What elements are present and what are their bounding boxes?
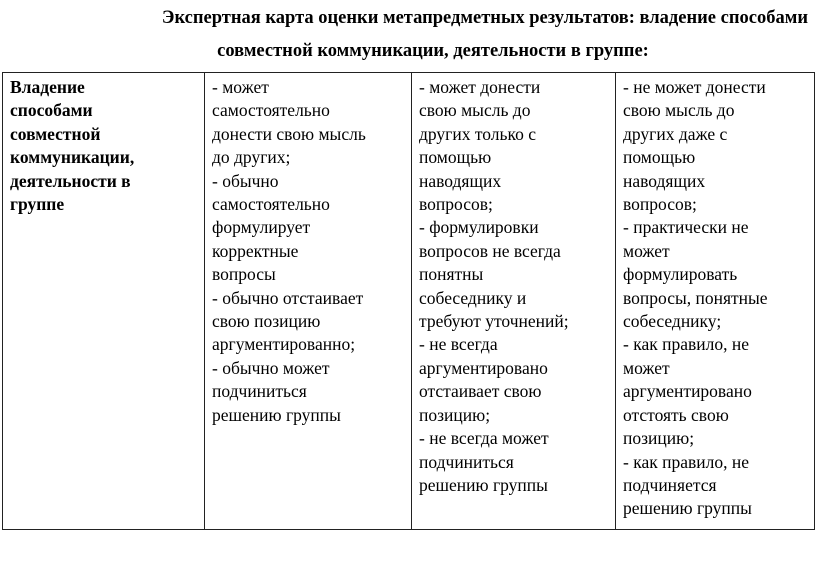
level-medium-line: решению группы — [419, 474, 548, 495]
level-low-line: собеседнику; — [623, 311, 722, 332]
level-low-line: - как правило, не — [623, 451, 749, 472]
level-medium-line: вопросов; — [419, 194, 493, 215]
level-high-line: - может — [212, 77, 269, 97]
level-low-line: отстоять свою — [623, 404, 729, 425]
level-medium-line: аргументировано — [419, 357, 548, 378]
level-medium-line: свою мысль до — [419, 100, 531, 121]
level-medium-line: - не всегда — [419, 334, 498, 355]
criterion-line: способами — [10, 100, 93, 121]
level-low-line: других даже с — [623, 123, 728, 144]
level-medium-line: вопросов не всегда — [419, 240, 561, 261]
level-low-cell — [616, 73, 815, 530]
level-low-line: вопросов; — [623, 194, 697, 215]
level-medium-line: отстаивает свою — [419, 381, 542, 402]
level-low-line: может — [623, 357, 670, 378]
level-high-line: самостоятельно — [212, 194, 330, 215]
criterion-line: совместной — [10, 123, 101, 144]
level-high-cell — [205, 73, 412, 530]
document-title-line-2: совместной коммуникации, деятельности в группе: — [217, 41, 649, 61]
level-low-line: подчиняется — [623, 474, 717, 495]
level-low-line: позицию; — [623, 428, 695, 449]
criterion-cell — [3, 73, 205, 530]
level-low-line: формулировать — [623, 264, 738, 285]
level-low-line: вопросы, понятные — [623, 287, 768, 308]
criterion-line: Владение — [10, 77, 85, 97]
level-low-line: свою мысль до — [623, 100, 735, 121]
level-medium-line: - формулировки — [419, 217, 539, 238]
level-high-line: корректные — [212, 240, 299, 261]
document-title-line-1: Экспертная карта оценки метапредметных результатов: владение способами — [161, 8, 808, 28]
level-low-line: может — [623, 240, 670, 261]
level-medium-line: других только с — [419, 123, 536, 144]
level-low-line: аргументировано — [623, 381, 752, 402]
level-low-line: помощью — [623, 147, 696, 168]
level-high-line: - обычно может — [212, 357, 330, 378]
level-medium-line: наводящих — [419, 170, 502, 191]
level-medium-line: позицию; — [419, 404, 491, 425]
criterion-line: группе — [10, 194, 65, 215]
level-high-line: - обычно отстаивает — [212, 287, 364, 308]
level-low-line: - практически не — [623, 217, 749, 238]
level-medium-line: - может донести — [419, 77, 541, 97]
level-high-line: до других; — [212, 147, 291, 168]
expert-assessment-table — [2, 72, 815, 530]
level-medium-line: понятны — [419, 264, 484, 285]
level-low-line: наводящих — [623, 170, 706, 191]
level-high-line: аргументированно; — [212, 334, 356, 355]
level-high-line: решению группы — [212, 404, 341, 425]
table-row — [3, 73, 815, 530]
level-high-line: свою позицию — [212, 311, 321, 332]
level-low-line: - не может донести — [623, 77, 766, 97]
level-high-line: формулирует — [212, 217, 311, 238]
level-high-line: - обычно — [212, 170, 279, 191]
level-high-line: самостоятельно — [212, 100, 330, 121]
level-high-line: вопросы — [212, 264, 276, 285]
level-high-line: подчиниться — [212, 381, 307, 402]
criterion-line: деятельности в — [10, 170, 131, 191]
criterion-line: коммуникации, — [10, 147, 135, 168]
level-low-line: решению группы — [623, 498, 752, 519]
level-medium-line: помощью — [419, 147, 492, 168]
level-high-line: донести свою мысль — [212, 123, 366, 144]
level-medium-line: - не всегда может — [419, 428, 549, 449]
level-medium-cell — [412, 73, 616, 530]
level-medium-line: подчиниться — [419, 451, 514, 472]
level-medium-line: собеседнику и — [419, 287, 527, 308]
level-medium-line: требуют уточнений; — [419, 311, 569, 332]
level-low-line: - как правило, не — [623, 334, 749, 355]
